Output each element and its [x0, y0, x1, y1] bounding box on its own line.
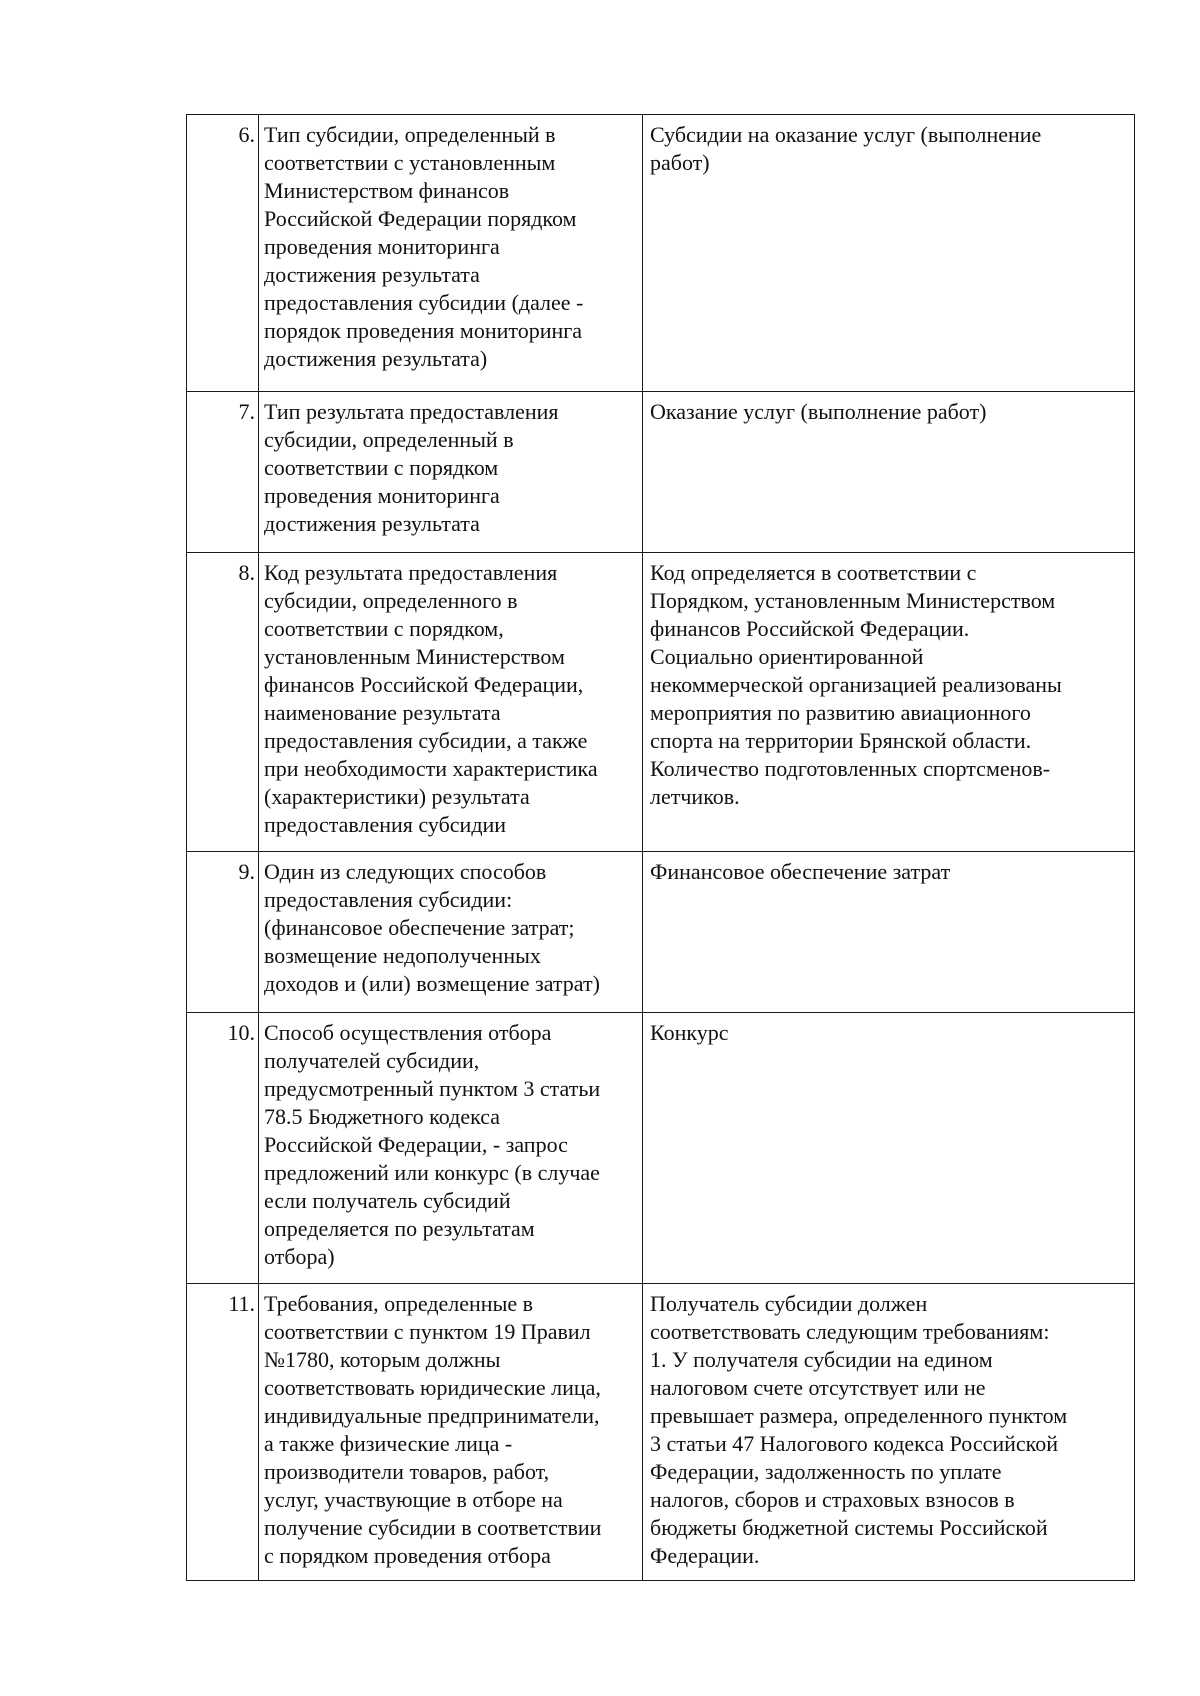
text-line: Федерации, задолженность по уплате	[650, 1459, 1002, 1484]
text-line: Получатель субсидии должен	[650, 1291, 928, 1316]
text-line: соответствии с порядком,	[264, 616, 504, 641]
text-line: 1. У получателя субсидии на едином	[650, 1347, 993, 1372]
text-line: услуг, участвующие в отборе на	[264, 1487, 563, 1512]
parameter-name	[259, 392, 643, 553]
row-number: 7.	[187, 392, 259, 553]
table-row	[187, 115, 1135, 392]
row-number: 10.	[187, 1013, 259, 1284]
table-row	[187, 392, 1135, 553]
parameter-value	[643, 392, 1135, 553]
text-line: соответствии с установленным	[264, 150, 556, 175]
text-line: Федерации.	[650, 1543, 760, 1568]
text-line: наименование результата	[264, 700, 501, 725]
text-line: субсидии, определенный в	[264, 427, 514, 452]
text-line: Российской Федерации, - запрос	[264, 1132, 568, 1157]
text-line: Требования, определенные в	[264, 1291, 534, 1316]
text-line: предоставления субсидии	[264, 812, 507, 837]
text-line: соответствовать следующим требованиям:	[650, 1319, 1050, 1344]
text-line: бюджеты бюджетной системы Российской	[650, 1515, 1048, 1540]
text-line: соответствии с порядком	[264, 455, 499, 480]
text-line: порядок проведения мониторинга	[264, 318, 583, 343]
text-line: спорта на территории Брянской области.	[650, 728, 1032, 753]
text-line: Финансовое обеспечение затрат	[650, 859, 951, 884]
parameter-name	[259, 115, 643, 392]
text-line: №1780, которым должны	[264, 1347, 501, 1372]
text-line: достижения результата	[264, 262, 480, 287]
text-line: налогов, сборов и страховых взносов в	[650, 1487, 1015, 1512]
text-line: возмещение недополученных	[264, 943, 541, 968]
text-line: производители товаров, работ,	[264, 1459, 550, 1484]
text-line: с порядком проведения отбора	[264, 1543, 551, 1568]
parameter-value	[643, 115, 1135, 392]
parameter-name	[259, 1013, 643, 1284]
text-line: индивидуальные предприниматели,	[264, 1403, 600, 1428]
text-line: мероприятия по развитию авиационного	[650, 700, 1031, 725]
text-line: проведения мониторинга	[264, 234, 500, 259]
text-line: определяется по результатам	[264, 1216, 535, 1241]
text-line: получателей субсидии,	[264, 1048, 480, 1073]
text-line: соответствовать юридические лица,	[264, 1375, 601, 1400]
text-line: предоставления субсидии, а также	[264, 728, 588, 753]
row-number: 8.	[187, 553, 259, 852]
text-line: если получатель субсидий	[264, 1188, 511, 1213]
text-line: некоммерческой организацией реализованы	[650, 672, 1062, 697]
text-line: достижения результата)	[264, 346, 488, 371]
text-line: при необходимости характеристика	[264, 756, 598, 781]
table-row	[187, 852, 1135, 1013]
text-line: (характеристики) результата	[264, 784, 530, 809]
text-line: Конкурс	[650, 1020, 729, 1045]
text-line: доходов и (или) возмещение затрат)	[264, 971, 600, 996]
row-number: 6.	[187, 115, 259, 392]
parameter-value	[643, 1284, 1135, 1581]
text-line: отбора)	[264, 1244, 335, 1269]
parameter-name	[259, 1284, 643, 1581]
text-line: Тип субсидии, определенный в	[264, 122, 556, 147]
text-line: Способ осуществления отбора	[264, 1020, 552, 1045]
text-line: Количество подготовленных спортсменов-	[650, 756, 1051, 781]
parameter-value	[643, 1013, 1135, 1284]
text-line: (финансовое обеспечение затрат;	[264, 915, 575, 940]
text-line: превышает размера, определенного пунктом	[650, 1403, 1068, 1428]
parameter-name	[259, 553, 643, 852]
table-row	[187, 553, 1135, 852]
text-line: налоговом счете отсутствует или не	[650, 1375, 986, 1400]
row-number: 11.	[187, 1284, 259, 1581]
row-number: 9.	[187, 852, 259, 1013]
table-row	[187, 1013, 1135, 1284]
text-line: Оказание услуг (выполнение работ)	[650, 399, 987, 424]
parameter-name	[259, 852, 643, 1013]
text-line: Социально ориентированной	[650, 644, 924, 669]
text-line: 3 статьи 47 Налогового кодекса Российской	[650, 1431, 1059, 1456]
text-line: Код определяется в соответствии с	[650, 560, 977, 585]
text-line: летчиков.	[650, 784, 740, 809]
text-line: соответствии с пунктом 19 Правил	[264, 1319, 591, 1344]
text-line: финансов Российской Федерации,	[264, 672, 584, 697]
parameter-value	[643, 852, 1135, 1013]
text-line: Российской Федерации порядком	[264, 206, 577, 231]
text-line: финансов Российской Федерации.	[650, 616, 970, 641]
text-line: Порядком, установленным Министерством	[650, 588, 1056, 613]
text-line: получение субсидии в соответствии	[264, 1515, 602, 1540]
text-line: Один из следующих способов	[264, 859, 547, 884]
text-line: предложений или конкурс (в случае	[264, 1160, 600, 1185]
table-row	[187, 1284, 1135, 1581]
text-line: 78.5 Бюджетного кодекса	[264, 1104, 501, 1129]
text-line: работ)	[650, 150, 710, 175]
text-line: предусмотренный пунктом 3 статьи	[264, 1076, 601, 1101]
text-line: Министерством финансов	[264, 178, 510, 203]
text-line: достижения результата	[264, 511, 480, 536]
text-line: предоставления субсидии:	[264, 887, 513, 912]
parameter-value	[643, 553, 1135, 852]
text-line: Субсидии на оказание услуг (выполнение	[650, 122, 1042, 147]
subsidy-parameters-table	[186, 114, 1135, 1581]
text-line: а также физические лица -	[264, 1431, 513, 1456]
text-line: установленным Министерством	[264, 644, 565, 669]
text-line: Код результата предоставления	[264, 560, 558, 585]
text-line: субсидии, определенного в	[264, 588, 518, 613]
text-line: проведения мониторинга	[264, 483, 500, 508]
text-line: Тип результата предоставления	[264, 399, 559, 424]
text-line: предоставления субсидии (далее -	[264, 290, 584, 315]
